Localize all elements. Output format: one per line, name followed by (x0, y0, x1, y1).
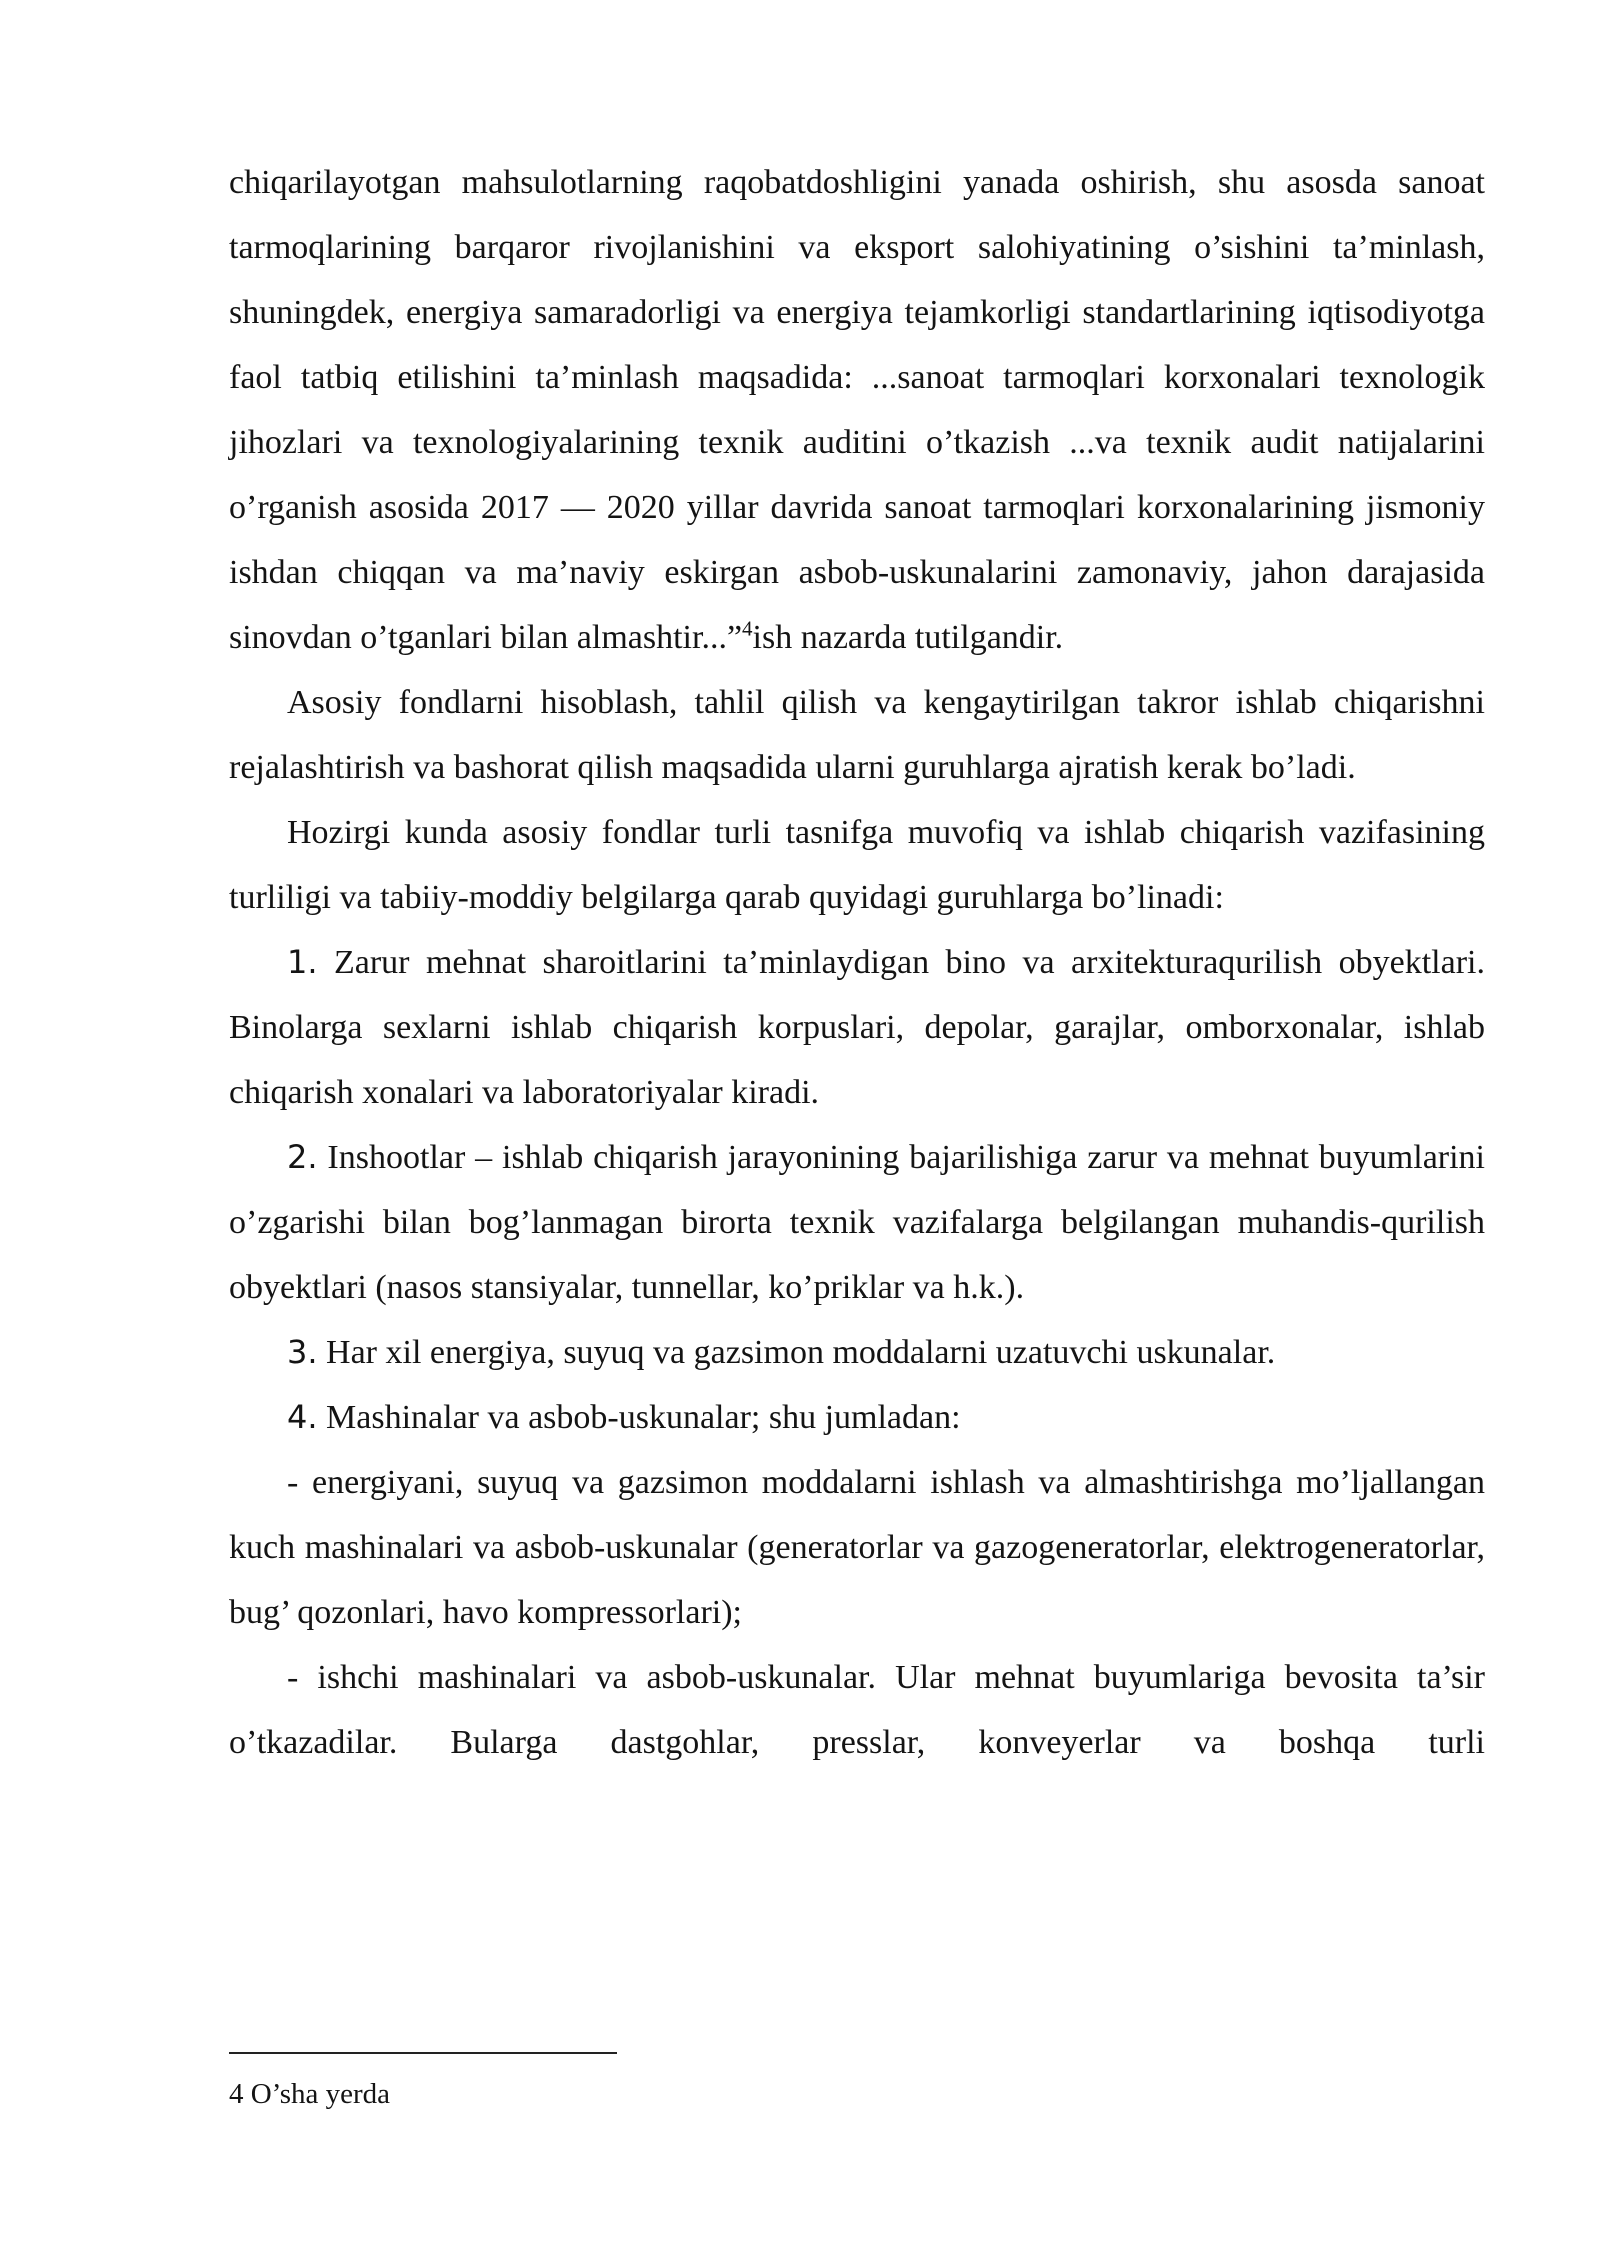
list-item-text: Mashinalar va asbob-uskunalar; shu jumladan: (326, 1399, 961, 1436)
list-number: 3. (287, 1333, 318, 1371)
list-number: 2. (287, 1138, 318, 1176)
list-item-3 (229, 1320, 1485, 1385)
paragraph-continued (229, 150, 1485, 670)
list-item-2 (229, 1125, 1485, 1320)
footnote-separator (229, 2052, 617, 2054)
paragraph-grouping: Asosiy fondlarni hisoblash, tahlil qilish va kengaytirilgan takror ishlab chiqarishni rejalashtirish va bashorat qilish maqsadida ularni guruhlarga ajratish kerak bo’ladi. (229, 684, 1485, 786)
list-item-text: Inshootlar – ishlab chiqarish jarayonining bajarilishiga zarur va mehnat buyumlarini o’zgarishi bilan bog’lanmagan birorta texnik vazifalarga belgilangan muhandis-qurilish obyektlari (nasos stansiyalar, tunnellar, ko’priklar va h.k.). (229, 1139, 1486, 1306)
paragraph-classification: Hozirgi kunda asosiy fondlar turli tasnifga muvofiq va ishlab chiqarish vazifasining turliligi va tabiiy-moddiy belgilarga qarab quyidagi guruhlarga bo’linadi: (229, 814, 1485, 916)
list-number: 4. (287, 1398, 318, 1436)
list-item-4 (229, 1385, 1485, 1450)
list-item-1 (229, 930, 1485, 1125)
paragraph-text: chiqarilayotgan mahsulotlarning raqobatdoshligini yanada oshirish, shu asosda sanoat tarmoqlarining barqaror rivojlanishini va eksport salohiyatining o’sishini ta’minlash, shuningdek, energiya samaradorligi va energiya tejamkorligi standartlarining iqtisodiyotga faol tatbiq etilishini ta’minlash maqsadida: ...sanoat tarmoqlari korxonalari texnologik jihozlari va texnologiyalarining texnik auditini o’tkazish ...va texnik audit natijalarini o’rganish asosida 2017 — 2020 yillar davrida sanoat tarmoqlari korxonalarining jismoniy ishdan chiqqan va ma’naviy eskirgan asbob-uskunalarini zamonaviy, jahon darajasida sinovdan o’tganlari bilan almashtir...” (229, 164, 1485, 656)
dash-item-power-machines: - energiyani, suyuq va gazsimon moddalarni ishlash va almashtirishga mo’ljallangan kuch mashinalari va asbob-uskunalar (generatorlar va gazogeneratorlar, elektrogeneratorlar, bug’ qozonlari, havo kompressorlari); (229, 1464, 1485, 1631)
dash-item-working-machines: - ishchi mashinalari va asbob-uskunalar. Ular mehnat buyumlariga bevosita ta’sir o’tkazadilar. Bularga dastgohlar, presslar, konveyerlar va boshqa turli (229, 1659, 1485, 1761)
footnote: 4 O’sha yerda (229, 2078, 391, 2110)
list-item-text: Har xil energiya, suyuq va gazsimon moddalarni uzatuvchi uskunalar. (326, 1334, 1276, 1371)
list-item-text: Zarur mehnat sharoitlarini ta’minlaydigan bino va arxitekturaqurilish obyektlari. Binolarga sexlarni ishlab chiqarish korpuslari, depolar, garajlar, omborxonalar, ishlab chiqarish xonalari va laboratoriyalar kiradi. (229, 944, 1485, 1111)
footnote-reference[interactable]: 4 (742, 616, 753, 641)
paragraph-tail: ish nazarda tutilgandir. (752, 619, 1064, 656)
body-text (229, 150, 1485, 1775)
list-number: 1. (287, 943, 318, 981)
